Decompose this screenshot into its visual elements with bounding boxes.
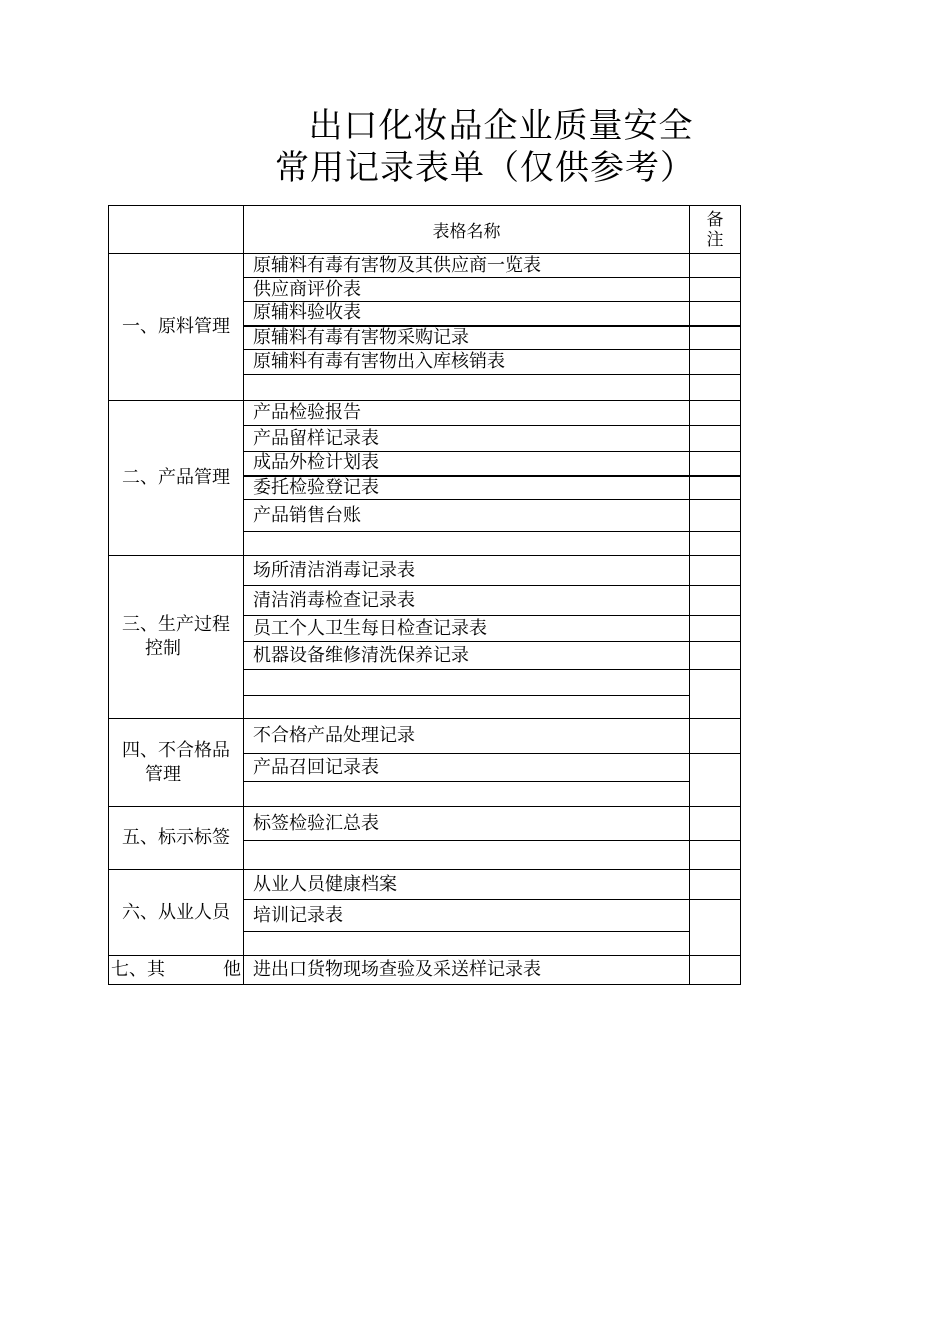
table-row [109,401,741,426]
table-row [109,556,741,586]
category-cell-personnel: 六、从业人员 [109,870,244,956]
note-cell[interactable] [690,642,741,670]
note-cell[interactable] [690,556,741,586]
header-note-cell [690,206,741,254]
records-table [108,205,741,985]
table-row [109,956,741,985]
note-cell[interactable] [690,278,741,302]
header-note-char2: 注 [706,229,724,250]
note-cell[interactable] [690,375,741,401]
note-cell[interactable] [690,841,741,870]
record-name-cell: 进出口货物现场查验及采送样记录表 [244,956,690,985]
record-name-cell: 不合格产品处理记录 [244,719,690,754]
record-name-cell[interactable] [244,841,690,870]
note-cell[interactable] [690,719,741,754]
note-cell[interactable] [690,586,741,616]
record-name-cell: 原辅料有毒有害物及其供应商一览表 [244,254,690,278]
document-title-line2: 常用记录表单（仅供参考） [275,148,695,188]
category-cell-labels: 五、标示标签 [109,807,244,870]
record-name-cell: 原辅料有毒有害物采购记录 [244,326,690,350]
category-cell-other [109,956,244,985]
note-cell[interactable] [690,452,741,476]
category-cell-production-control [109,556,244,719]
record-name-cell: 委托检验登记表 [244,476,690,500]
note-cell[interactable] [690,754,741,807]
record-name-cell: 产品检验报告 [244,401,690,426]
note-cell[interactable] [690,956,741,985]
record-name-cell: 从业人员健康档案 [244,870,690,900]
record-name-cell: 机器设备维修清洗保养记录 [244,642,690,670]
record-name-cell: 产品销售台账 [244,500,690,532]
header-note-char1: 备 [706,209,724,230]
record-name-cell: 员工个人卫生每日检查记录表 [244,616,690,642]
record-name-cell: 供应商评价表 [244,278,690,302]
record-name-cell: 产品召回记录表 [244,754,690,782]
table-row [109,870,741,900]
note-cell[interactable] [690,476,741,500]
record-name-cell[interactable] [244,670,690,696]
record-name-cell: 原辅料验收表 [244,302,690,326]
category-cell-raw-materials: 一、原料管理 [109,254,244,401]
note-cell[interactable] [690,807,741,841]
note-cell[interactable] [690,670,741,719]
note-cell[interactable] [690,254,741,278]
note-cell[interactable] [690,401,741,426]
category-line2: 管理 [145,763,181,785]
note-cell[interactable] [690,326,741,350]
category-other-part2: 他 [223,959,241,980]
table-header-row [109,206,741,254]
record-name-cell[interactable] [244,932,690,956]
record-name-cell[interactable] [244,375,690,401]
table-row [109,807,741,841]
category-line1: 四、不合格品 [122,739,230,761]
table-row [109,254,741,278]
record-name-cell: 产品留样记录表 [244,426,690,452]
category-line1: 三、生产过程 [122,614,230,635]
record-name-cell: 原辅料有毒有害物出入库核销表 [244,350,690,375]
category-cell-nonconforming [109,719,244,807]
note-cell[interactable] [690,900,741,956]
record-name-cell: 成品外检计划表 [244,452,690,476]
note-cell[interactable] [690,302,741,326]
record-name-cell[interactable] [244,532,690,556]
note-cell[interactable] [690,426,741,452]
note-cell[interactable] [690,532,741,556]
category-cell-products: 二、产品管理 [109,401,244,556]
record-name-cell[interactable] [244,696,690,719]
note-cell[interactable] [690,870,741,900]
record-name-cell: 培训记录表 [244,900,690,932]
header-name-cell: 表格名称 [244,206,690,254]
document-title-line1: 出口化妆品企业质量安全 [308,106,694,146]
note-cell[interactable] [690,350,741,375]
category-line2: 控制 [145,638,181,659]
table-row [109,719,741,754]
note-cell[interactable] [690,616,741,642]
record-name-cell: 标签检验汇总表 [244,807,690,841]
record-name-cell[interactable] [244,782,690,807]
record-name-cell: 清洁消毒检查记录表 [244,586,690,616]
record-name-cell: 场所清洁消毒记录表 [244,556,690,586]
category-other-part1: 七、其 [111,959,165,980]
header-category-cell [109,206,244,254]
note-cell[interactable] [690,500,741,532]
